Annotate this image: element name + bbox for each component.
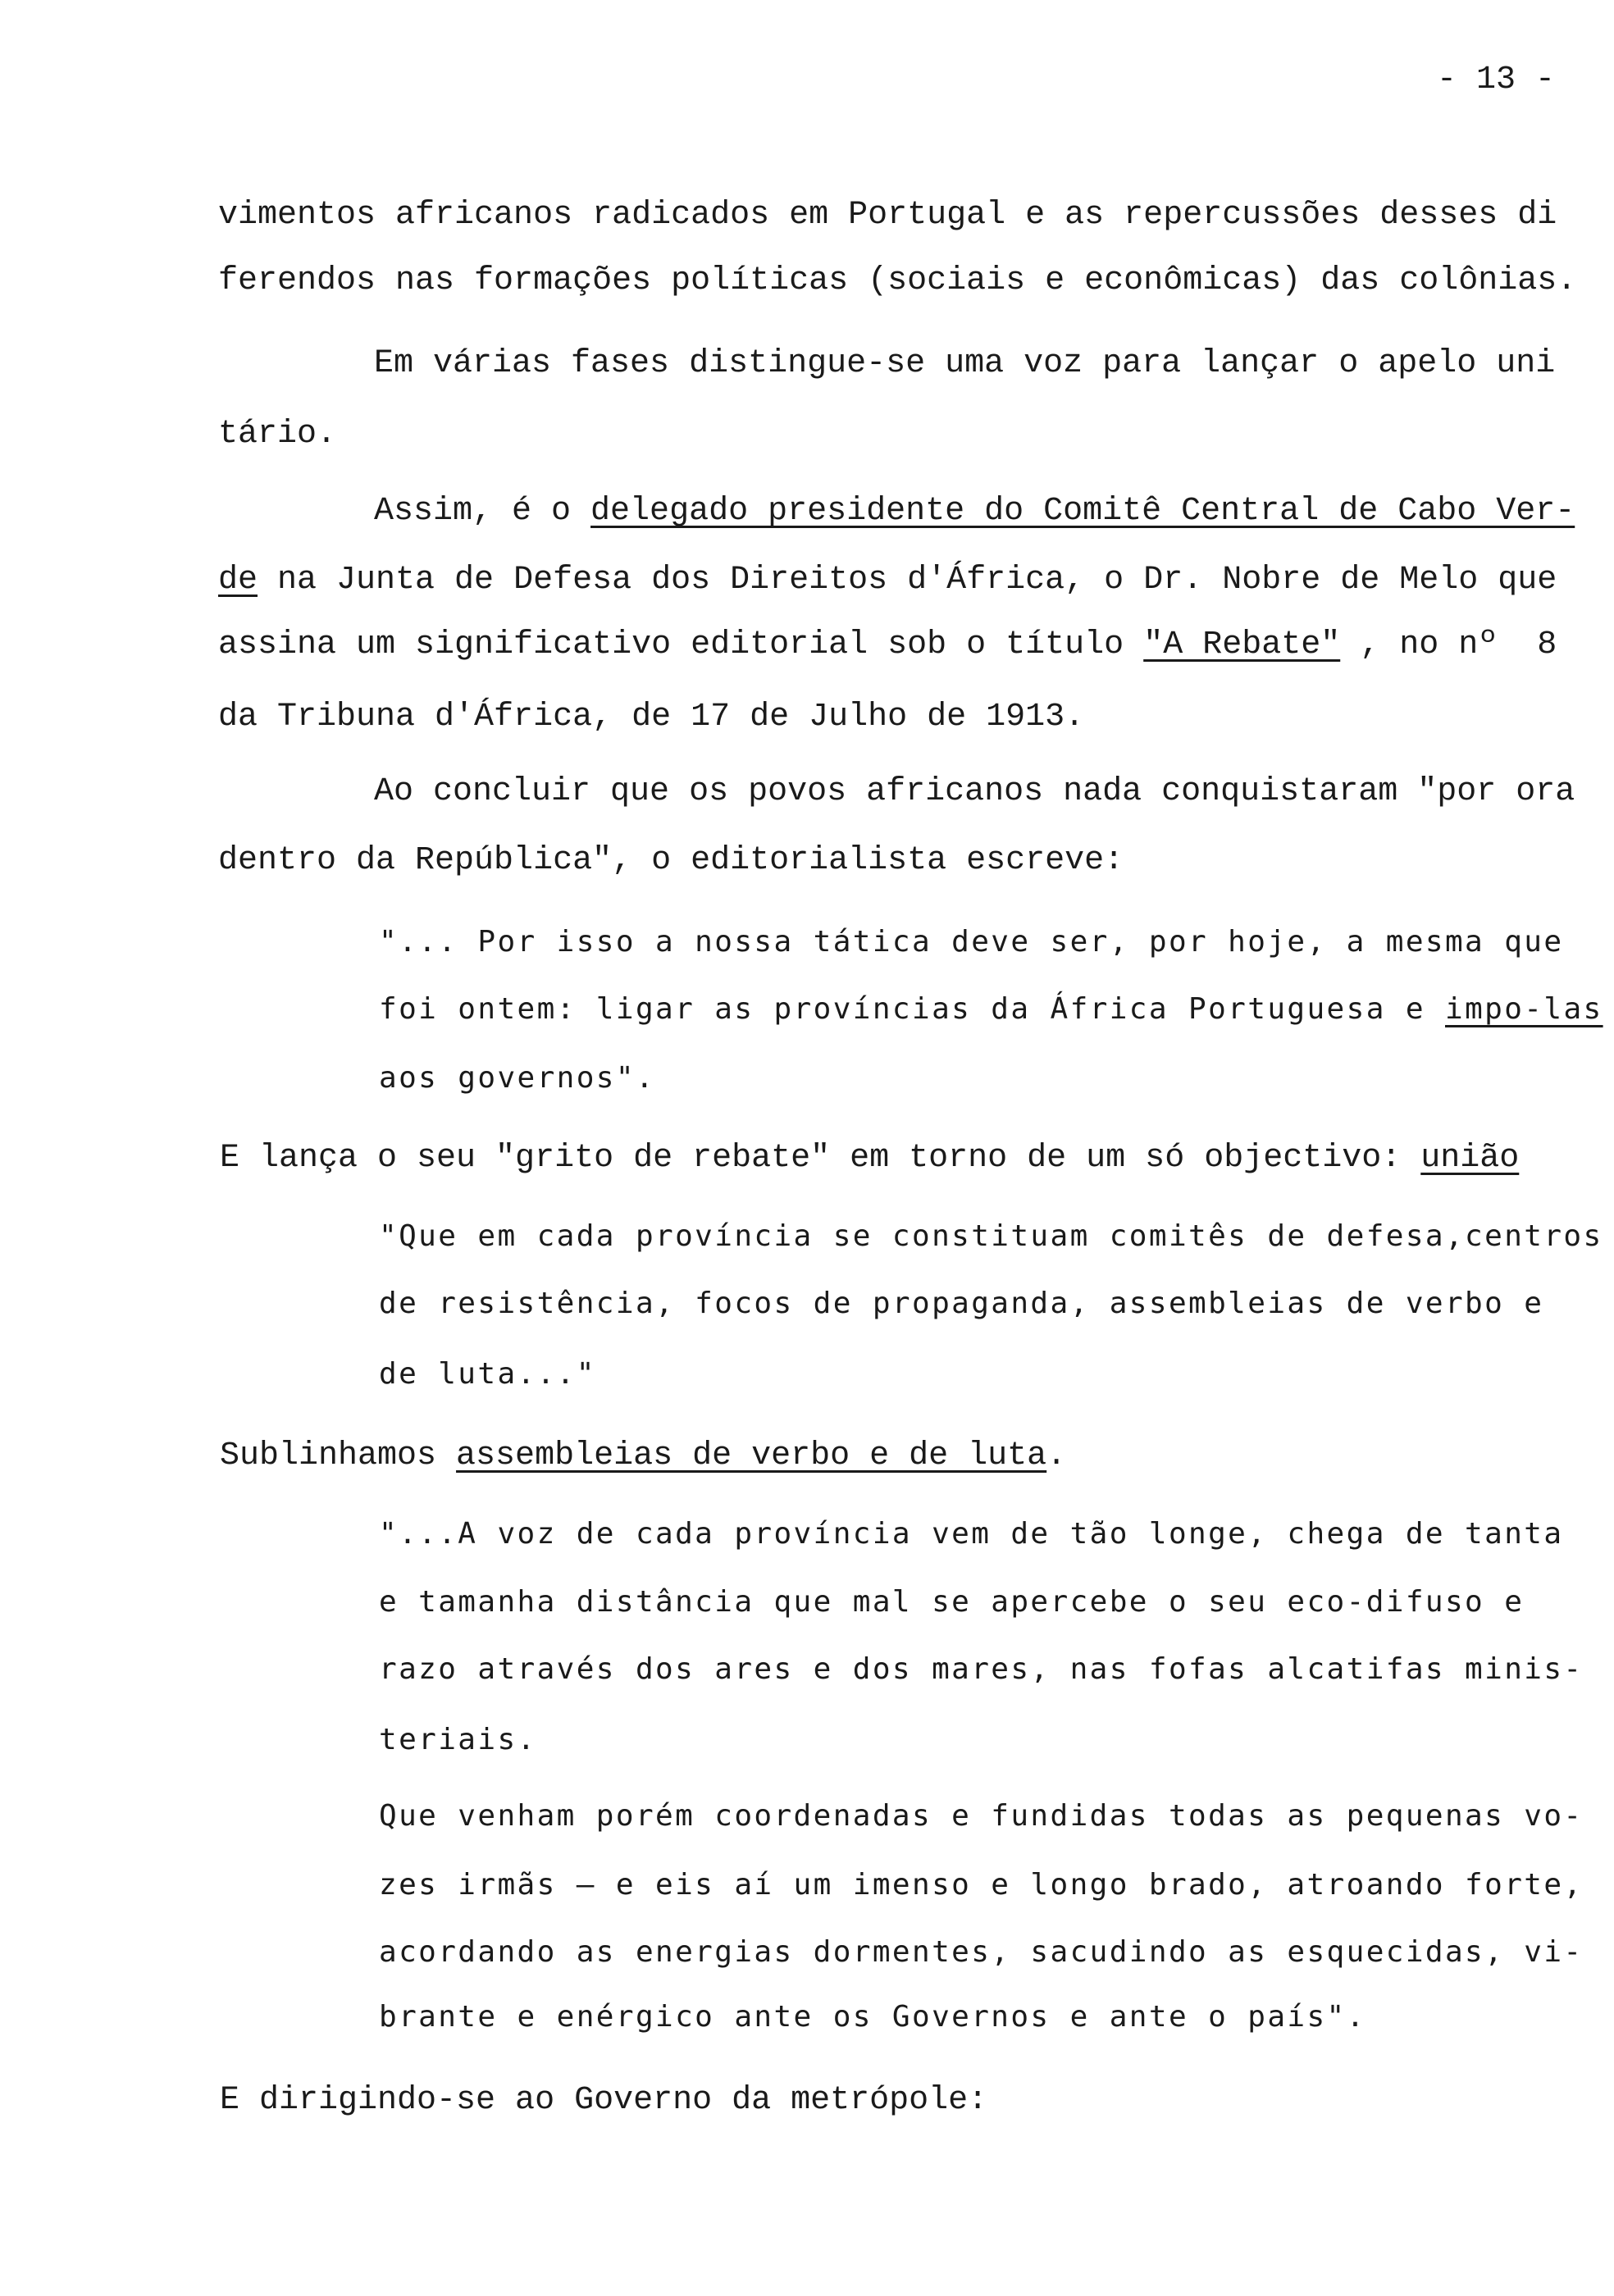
quote-line: razo através dos ares e dos mares, nas fofas alcatifas minis- — [379, 1652, 1584, 1686]
quote-line: "...A voz de cada província vem de tão longe, chega de tanta — [379, 1517, 1564, 1551]
page-number: - 13 - — [1437, 61, 1556, 98]
text-line — [218, 627, 1557, 663]
text: na Junta de Defesa dos Direitos d'África, o Dr. Nobre de Melo que — [258, 562, 1557, 599]
underlined-text: de — [218, 562, 258, 599]
underlined-text: impo-las — [1445, 992, 1603, 1026]
text-line — [220, 1141, 1519, 1177]
text-line: dentro da República", o editorialista escreve: — [218, 842, 1124, 879]
quote-line: "... Por isso a nossa tática deve ser, por hoje, a mesma que — [379, 925, 1564, 959]
text: assina um significativo editorial sob o título — [218, 626, 1144, 663]
text: foi ontem: ligar as províncias da África Portuguesa e — [379, 992, 1445, 1026]
text: Sublinhamos — [220, 1437, 457, 1474]
text-line: Ao concluir que os povos africanos nada conquistaram "por ora — [374, 773, 1575, 810]
underlined-text: assembleias de verbo e de luta — [456, 1437, 1047, 1474]
text: E lança o seu "grito de rebate" em torno de um só objectivo: — [220, 1140, 1421, 1177]
text-line — [374, 494, 1575, 530]
text-line: Em várias fases distingue-se uma voz para lançar o apelo uni — [374, 345, 1556, 382]
text-line: tário. — [218, 416, 337, 453]
text-line: E dirigindo-se ao Governo da metrópole: — [220, 2082, 988, 2119]
quote-line: Que venham porém coordenadas e fundidas todas as pequenas vo- — [379, 1799, 1584, 1833]
quote-line: de resistência, focos de propaganda, assembleias de verbo e — [379, 1287, 1544, 1320]
text-line — [218, 563, 1557, 599]
quote-line: e tamanha distância que mal se apercebe o seu eco-difuso e — [379, 1585, 1525, 1619]
quote-line: de luta..." — [379, 1357, 596, 1391]
text: Assim, é o — [374, 493, 591, 530]
quote-line: acordando as energias dormentes, sacudindo as esquecidas, vi- — [379, 1935, 1584, 1969]
underlined-text: "A Rebate" — [1143, 626, 1341, 663]
text: , no nº 8 — [1340, 626, 1557, 663]
text-line — [220, 1438, 1066, 1474]
quote-line: zes irmãs — e eis aí um imenso e longo brado, atroando forte, — [379, 1868, 1584, 1902]
text: . — [1046, 1437, 1067, 1474]
text-line: da Tribuna d'África, de 17 de Julho de 1913. — [218, 699, 1085, 736]
quote-line: brante e enérgico ante os Governos e ante o país". — [379, 2000, 1366, 2034]
underlined-text: delegado presidente do Comitê Central de Cabo Ver- — [590, 493, 1575, 530]
text-line: ferendos nas formações políticas (sociais e econômicas) das colônias. — [218, 262, 1577, 299]
quote-line — [379, 991, 1603, 1027]
quote-line: aos governos". — [379, 1061, 656, 1095]
text-line: vimentos africanos radicados em Portugal e as repercussões desses di — [218, 197, 1557, 234]
underlined-text: união — [1420, 1140, 1520, 1177]
quote-line: "Que em cada província se constituam comitês de defesa,centros — [379, 1219, 1603, 1253]
quote-line: teriais. — [379, 1723, 537, 1756]
